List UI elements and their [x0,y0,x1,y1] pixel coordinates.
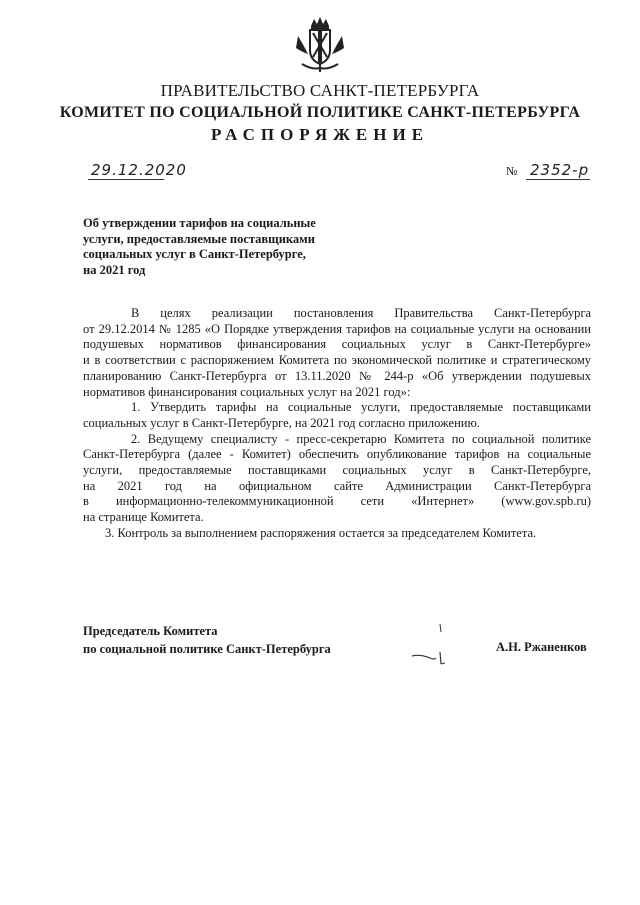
committee-title: КОМИТЕТ ПО СОЦИАЛЬНОЙ ПОЛИТИКЕ САНКТ-ПЕТЕРБУРГА [59,104,581,121]
signatory-title-line: Председатель Комитета [83,624,218,638]
body-line: от 29.12.2014 № 1285 «О Порядке утверждения тарифов на социальные услуги на основании [83,321,591,336]
signatory-title [83,622,331,658]
body-line: планированию Санкт-Петербурга от 13.11.2020 № 244-р «Об утверждении подушевых [83,368,591,383]
document-date [88,161,187,181]
document-type: РАСПОРЯЖЕНИЕ [210,125,430,144]
subject-line: Об утверждении тарифов на социальные [83,216,316,230]
body-line: подушевых нормативов финансирования социальных услуг в Санкт-Петербурге» [83,337,591,352]
item-2-line: в информационно-телекоммуникационной сети «Интернет» (www.gov.spb.ru) [83,494,591,509]
signatory-name: А.Н. Ржаненков [496,640,587,654]
subject-line: на 2021 год [83,262,146,277]
coat-of-arms-icon [294,16,346,76]
item-1-line: социальных услуг в Санкт-Петербурге, на 2021 год согласно приложению. [83,415,480,430]
document-number [506,161,590,181]
number-handwritten: 2352-р [530,161,590,179]
item-2-line: услуги, предоставляемые поставщиками социальных услуг в Санкт-Петербурге, [83,463,591,478]
date-underline [88,179,164,180]
body-line: В целях реализации постановления Правительства Санкт-Петербурга [131,306,591,320]
item-2-line: на странице Комитета. [83,510,204,525]
body-line: и в соответствии с распоряжением Комитета по экономической политике и стратегическому [83,353,591,368]
item-2-line: на 2021 год на официальном сайте Администрации Санкт-Петербурга [83,478,591,493]
body-line: нормативов финансирования социальных услуг на 2021 год»: [83,384,411,399]
document-subject [83,216,333,278]
handwritten-signature-icon [410,618,460,668]
government-title: ПРАВИТЕЛЬСТВО САНКТ-ПЕТЕРБУРГА [160,81,480,100]
item-2-line: Санкт-Петербурга (далее - Комитет) обеспечить опубликование тарифов на социальные [83,447,591,462]
date-handwritten: 29.12.2020 [91,161,187,179]
subject-line: социальных услуг в Санкт-Петербурге, [83,247,306,261]
signatory-title-line: по социальной политике Санкт-Петербурга [83,642,331,656]
number-underline [526,179,590,180]
item-2-line: 2. Ведущему специалисту - пресс-секретарю Комитета по социальной политике [131,431,591,446]
item-1-line: 1. Утвердить тарифы на социальные услуги, предоставляемые поставщиками [131,400,591,415]
document-body [83,306,591,542]
number-prefix: № [506,164,518,178]
item-3-line: 3. Контроль за выполнением распоряжения остается за председателем Комитета. [105,525,537,540]
subject-line: услуги, предоставляемые поставщиками [83,231,315,246]
